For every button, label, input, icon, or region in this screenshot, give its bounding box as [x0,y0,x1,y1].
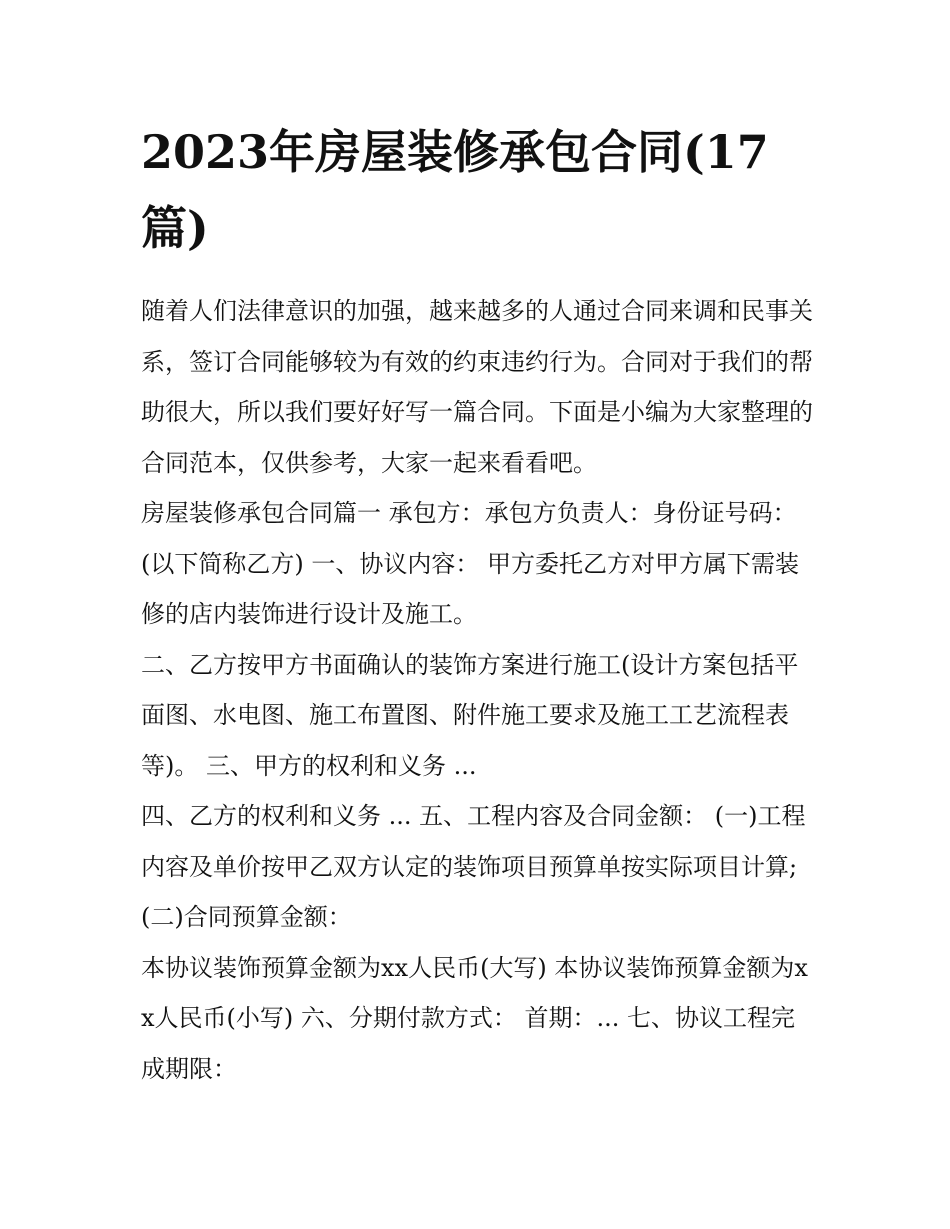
contract-paragraph-2: 二、乙方按甲方书面确认的装饰方案进行施工(设计方案包括平面图、水电图、施工布置图、附件施工要求及施工工艺流程表等)。 三、甲方的权利和义务 ... [141,650,799,780]
document-body [141,114,813,1094]
intro-paragraph: 随着人们法律意识的加强，越来越多的人通过合同来调和民事关系，签订合同能够较为有效的约束违约行为。合同对于我们的帮助很大，所以我们要好好写一篇合同。下面是小编为大家整理的合同范本，仅供参考，大家一起来看看吧。 [141,297,813,477]
document-title: 2023年房屋装修承包合同(17篇) [141,125,769,255]
contract-paragraph-4: 本协议装饰预算金额为xx人民币(大写) 本协议装饰预算金额为xx人民币(小写) 六、分期付款方式： 首期：... 七、协议工程完成期限： [141,953,808,1083]
contract-paragraph-3: 四、乙方的权利和义务 ... 五、工程内容及合同金额： (一)工程内容及单价按甲乙双方认定的装饰项目预算单按实际项目计算; (二)合同预算金额： [141,802,806,931]
contract-paragraph-1: 房屋装修承包合同篇一 承包方：承包方负责人：身份证号码：(以下简称乙方) 一、协议内容： 甲方委托乙方对甲方属下需装修的店内装饰进行设计及施工。 [141,499,799,628]
